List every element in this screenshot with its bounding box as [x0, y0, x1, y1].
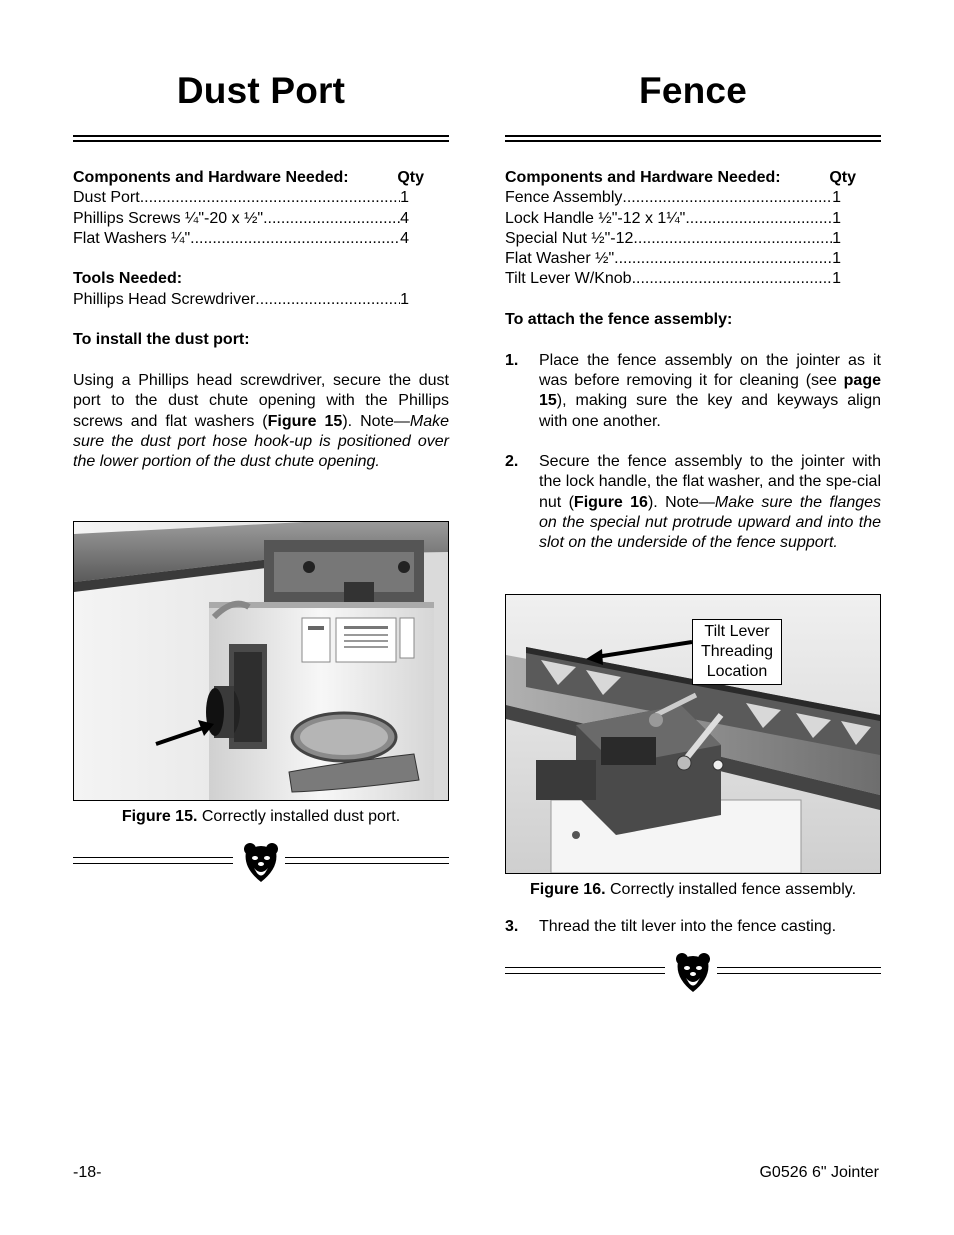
grizzly-bear-icon — [243, 842, 279, 882]
model-name: G0526 6" Jointer — [759, 1164, 879, 1181]
qty-header: Qty — [397, 169, 424, 186]
tools-list-item: Phillips Head Screwdriver ..... 1 — [73, 290, 449, 310]
tilt-lever-callout: Tilt Lever Threading Location — [692, 619, 782, 685]
fence-text — [505, 168, 881, 554]
title-rule — [505, 135, 881, 142]
section-end-rule — [73, 842, 449, 882]
install-header: To install the dust port: — [73, 331, 250, 349]
dust-port-title: Dust Port — [176, 70, 346, 111]
tools-header: Tools Needed: — [73, 270, 183, 288]
parts-list-item: Phillips Screws ¼"-20 x ½" ..... 4 — [73, 209, 449, 229]
figure-reference: Figure 15 — [267, 412, 343, 430]
figure-reference: Figure 16 — [573, 493, 648, 511]
attach-header: To attach the fence assembly: — [505, 311, 733, 329]
parts-list-item: Special Nut ½"-12 ..... 1 — [505, 229, 881, 249]
components-header: Components and Hardware Needed: — [73, 169, 349, 186]
note-text: Make sure the flanges on the special nut protrude upward and into the slot on the underside of the fence support. — [539, 493, 882, 552]
title-rule — [73, 135, 449, 142]
components-header: Components and Hardware Needed: — [505, 169, 781, 186]
figure-16-caption: Figure 16. Correctly installed fence assembly. — [529, 881, 857, 898]
parts-list-item: Flat Washer ½" ..... 1 — [505, 249, 881, 269]
parts-list-item: Lock Handle ½"-12 x 1¼" ..... 1 — [505, 209, 881, 229]
install-paragraph: Using a Phillips head screwdriver, secure the dust port to the dust chute opening with the Phillips screws and flat washers (Figure 15). Note—Make sure the dust port hose hook-up is positioned over the lower portion of the dust chute opening. — [73, 371, 449, 471]
figure-15-caption: Figure 15. Correctly installed dust port. — [121, 808, 401, 825]
note-text: Make sure the dust port hose hook-up is positioned over the lower portion of the dust chute opening. — [73, 412, 449, 471]
page-reference: page 15 — [539, 371, 881, 410]
parts-list-item: Tilt Lever W/Knob ..... 1 — [505, 269, 881, 289]
components-header-row — [73, 168, 449, 188]
step-3-block — [505, 917, 881, 937]
step-2: 2. Secure the fence assembly to the jointer with the lock handle, the flat washer, and the spe-cial nut (Figure 16). Note—Make sure the flanges on the special nut protrude upward and into the slot on the underside of the fence support. — [505, 453, 882, 552]
parts-list-item: Dust Port ..... 1 — [73, 188, 449, 208]
components-header-row — [505, 168, 881, 188]
jointer-dust-port-illustration — [74, 522, 448, 800]
dust-port-text — [73, 168, 449, 472]
qty-header: Qty — [829, 169, 856, 186]
step-3: 3. Thread the tilt lever into the fence casting. — [505, 918, 837, 935]
section-end-rule — [505, 952, 881, 992]
parts-list-item: Flat Washers ¼" ..... 4 — [73, 229, 449, 249]
grizzly-bear-icon — [675, 952, 711, 992]
page-number: -18- — [73, 1164, 102, 1181]
parts-list-item: Fence Assembly ..... 1 — [505, 188, 881, 208]
fence-title: Fence — [639, 70, 747, 111]
step-1: 1. Place the fence assembly on the jointer as it was before removing it for cleaning (see page 15), making sure the key and keyways align with one another. — [505, 351, 881, 430]
figure-15-photo — [73, 521, 449, 801]
